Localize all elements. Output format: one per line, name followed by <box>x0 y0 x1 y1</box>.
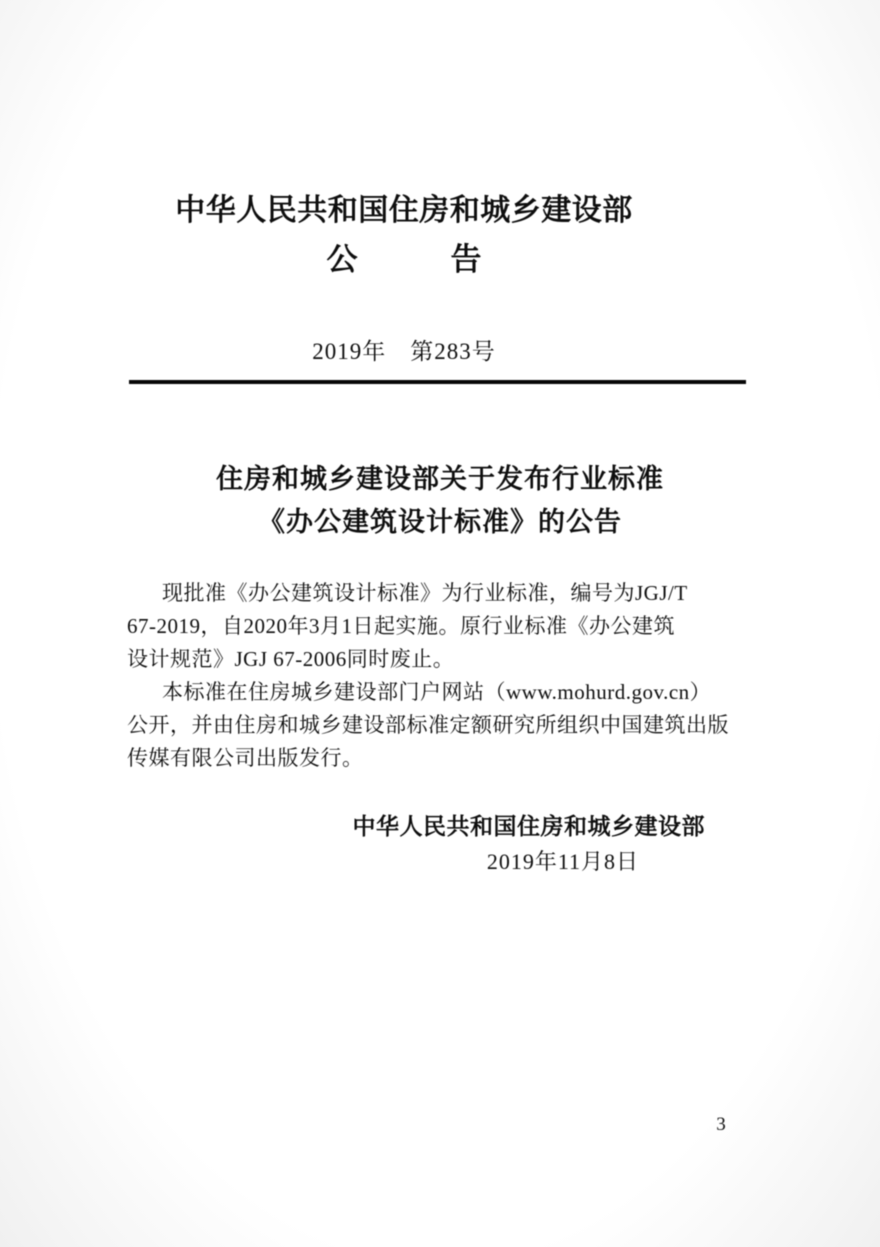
document-header <box>93 192 715 366</box>
header-divider-rule <box>129 380 746 384</box>
paragraph-2-line-3: 传媒有限公司出版发行。 <box>127 746 364 770</box>
issue-date: 2019年11月8日 <box>486 849 639 874</box>
signoff-block <box>129 811 751 876</box>
paragraph-1-line-2: 67-2019，自2020年3月1日起实施。原行业标准《办公建筑 <box>127 614 675 638</box>
paragraph-1-line-1: 现批准《办公建筑设计标准》为行业标准，编号为JGJ/T <box>162 581 688 605</box>
paragraph-1-line-3: 设计规范》JGJ 67-2006同时废止。 <box>127 647 455 671</box>
subject-line-2: 《办公建筑设计标准》的公告 <box>258 507 622 537</box>
subject-line-1: 住房和城乡建设部关于发布行业标准 <box>216 464 664 494</box>
paragraph-2-line-2: 公开，并由住房和城乡建设部标准定额研究所组织中国建筑出版 <box>127 713 729 737</box>
announcement-subject <box>129 458 751 544</box>
issue-number: 2019年 第283号 <box>312 339 496 364</box>
page-number: 3 <box>716 1114 726 1135</box>
announcement-body <box>127 577 759 775</box>
authority-title: 中华人民共和国住房和城乡建设部 <box>175 194 633 227</box>
issuer-name: 中华人民共和国住房和城乡建设部 <box>352 813 705 839</box>
paragraph-2-line-1: 本标准在住房城乡建设部门户网站（www.mohurd.gov.cn） <box>162 680 712 704</box>
doc-type-title: 公 告 <box>326 242 482 277</box>
